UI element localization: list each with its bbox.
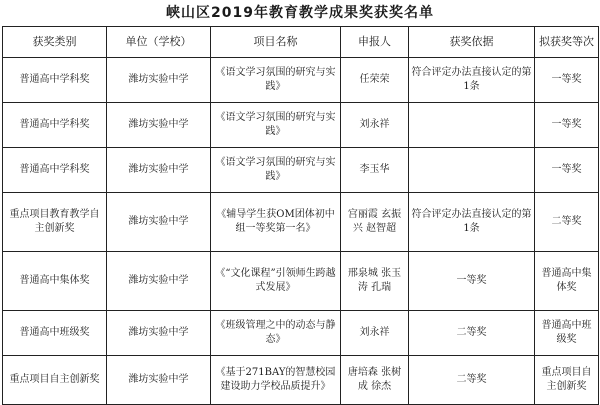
cell-project: 《基于271BAY的智慧校园建设助力学校品质提升》 — [211, 356, 341, 405]
cell-applicant: 刘永祥 — [341, 311, 409, 356]
table-row — [3, 193, 599, 252]
cell-applicant: 宫丽霞 玄振兴 赵智超 — [341, 193, 409, 252]
cell-level: 普通高中集体奖 — [535, 252, 599, 311]
cell-unit: 潍坊实验中学 — [107, 148, 211, 193]
cell-project: 《辅导学生获OM团体初中组一等奖第一名》 — [211, 193, 341, 252]
cell-project: 《语文学习氛围的研究与实践》 — [211, 148, 341, 193]
cell-basis — [409, 103, 535, 148]
cell-unit: 潍坊实验中学 — [107, 193, 211, 252]
cell-applicant: 任荣荣 — [341, 58, 409, 103]
table-row — [3, 252, 599, 311]
header-basis: 获奖依据 — [409, 27, 535, 58]
cell-category: 普通高中学科奖 — [3, 58, 107, 103]
cell-applicant: 唐培森 张树成 徐杰 — [341, 356, 409, 405]
cell-basis: 一等奖 — [409, 252, 535, 311]
cell-category: 普通高中学科奖 — [3, 103, 107, 148]
cell-level: 一等奖 — [535, 148, 599, 193]
cell-unit: 潍坊实验中学 — [107, 103, 211, 148]
cell-level: 一等奖 — [535, 103, 599, 148]
cell-unit: 潍坊实验中学 — [107, 356, 211, 405]
header-unit: 单位（学校） — [107, 27, 211, 58]
cell-applicant: 李玉华 — [341, 148, 409, 193]
cell-level: 普通高中班级奖 — [535, 311, 599, 356]
cell-category: 普通高中班级奖 — [3, 311, 107, 356]
table-row — [3, 103, 599, 148]
header-level: 拟获奖等次 — [535, 27, 599, 58]
cell-applicant: 邢泉城 张玉涛 孔瑞 — [341, 252, 409, 311]
cell-project: 《“文化课程”引领师生跨越式发展》 — [211, 252, 341, 311]
table-row — [3, 148, 599, 193]
cell-unit: 潍坊实验中学 — [107, 311, 211, 356]
cell-basis: 二等奖 — [409, 311, 535, 356]
page-title: 峡山区2019年教育教学成果奖获奖名单 — [166, 5, 434, 21]
cell-category: 重点项目教育教学自主创新奖 — [3, 193, 107, 252]
cell-category: 普通高中学科奖 — [3, 148, 107, 193]
cell-basis: 二等奖 — [409, 356, 535, 405]
cell-project: 《语文学习氛围的研究与实践》 — [211, 58, 341, 103]
table-row — [3, 356, 599, 405]
cell-level: 二等奖 — [535, 193, 599, 252]
table-header-row — [3, 27, 599, 58]
cell-category: 普通高中集体奖 — [3, 252, 107, 311]
cell-level: 重点项目自主创新奖 — [535, 356, 599, 405]
cell-project: 《班级管理之中的动态与静态》 — [211, 311, 341, 356]
cell-unit: 潍坊实验中学 — [107, 58, 211, 103]
cell-unit: 潍坊实验中学 — [107, 252, 211, 311]
cell-project: 《语文学习氛围的研究与实践》 — [211, 103, 341, 148]
header-category: 获奖类别 — [3, 27, 107, 58]
header-applicant: 申报人 — [341, 27, 409, 58]
cell-basis: 符合评定办法直接认定的第1条 — [409, 193, 535, 252]
cell-basis: 符合评定办法直接认定的第1条 — [409, 58, 535, 103]
table-row — [3, 311, 599, 356]
cell-basis — [409, 148, 535, 193]
header-project: 项目名称 — [211, 27, 341, 58]
table-row — [3, 58, 599, 103]
cell-category: 重点项目自主创新奖 — [3, 356, 107, 405]
cell-level: 一等奖 — [535, 58, 599, 103]
award-table — [2, 26, 599, 405]
cell-applicant: 刘永祥 — [341, 103, 409, 148]
